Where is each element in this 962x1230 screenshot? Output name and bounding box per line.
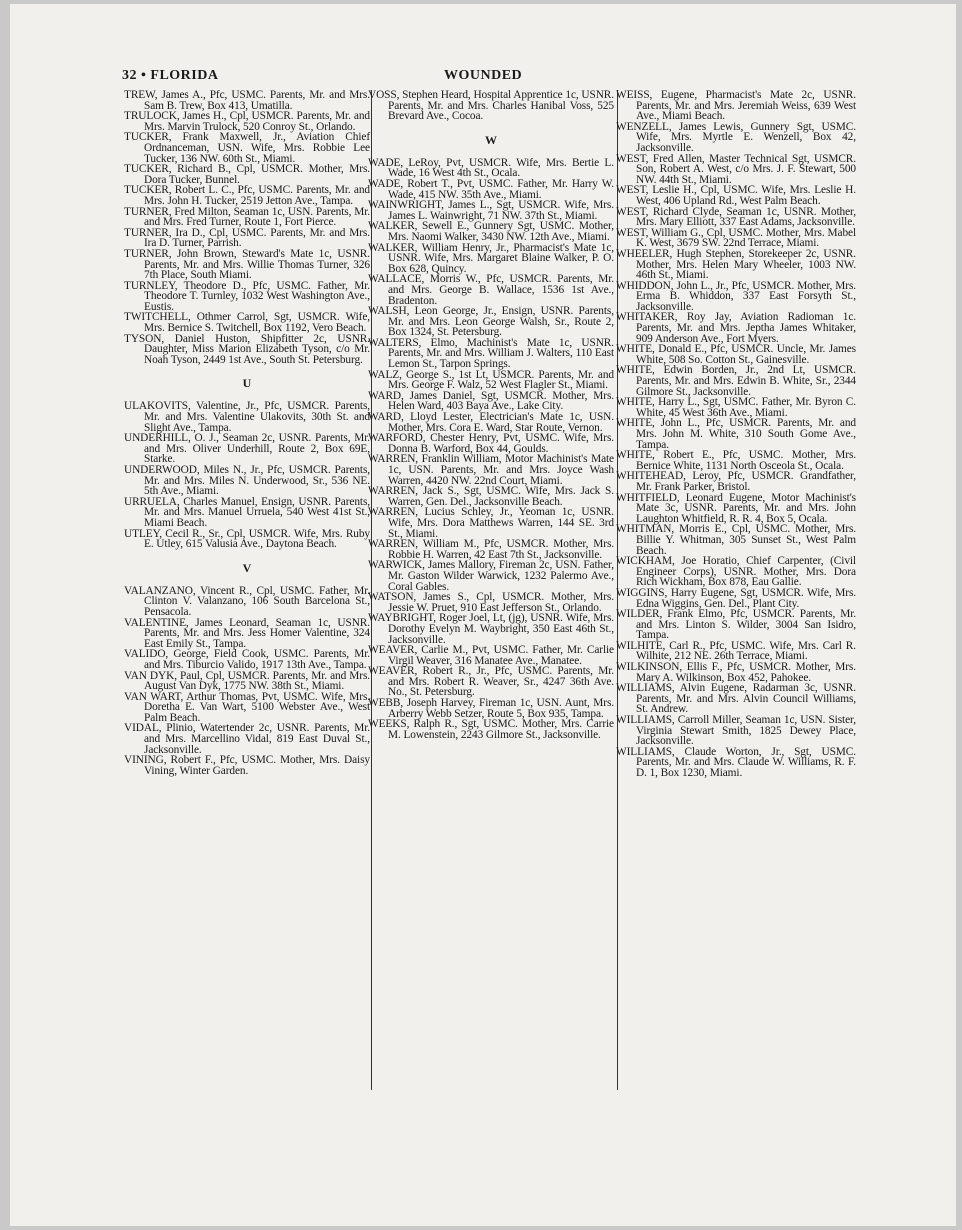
casualty-entry: WILKINSON, Ellis F., Pfc, USMCR. Mother, Mrs. Mary A. Wilkinson, Box 452, Pahokee. bbox=[616, 661, 856, 684]
column-1 bbox=[124, 90, 370, 776]
casualty-entry: TUCKER, Frank Maxwell, Jr., Aviation Chief Ordnanceman, USN. Wife, Mrs. Robbie Lee Tucker, 136 NW. 60th St., Miami. bbox=[124, 131, 370, 165]
casualty-entry: WALLACE, Morris W., Pfc, USMCR. Parents, Mr. and Mrs. George B. Wallace, 1536 1st Ave., Bradenton. bbox=[368, 273, 614, 307]
casualty-entry: WEST, Richard Clyde, Seaman 1c, USNR. Mother, Mrs. Mary Elliott, 337 East Adams, Jacksonville. bbox=[616, 205, 856, 229]
state-name: FLORIDA bbox=[150, 68, 219, 83]
casualty-entry: UNDERHILL, O. J., Seaman 2c, USNR. Parents, Mr. and Mrs. Oliver Underhill, Route 2, Box 69E, Starke. bbox=[124, 432, 370, 466]
casualty-entry: VAN DYK, Paul, Cpl, USMCR. Parents, Mr. and Mrs. August Van Dyk, 1775 NW. 38th St., Miami. bbox=[124, 669, 370, 693]
casualty-entry: WICKHAM, Joe Horatio, Chief Carpenter, (Civil Engineer Corps), USNR. Mother, Mrs. Dora Rich Wickham, Box 878, Eau Gallie. bbox=[616, 555, 856, 589]
casualty-entry: WARREN, William M., Pfc, USMCR. Mother, Mrs. Robbie H. Warren, 42 East 7th St., Jacksonville. bbox=[368, 538, 614, 561]
column-2 bbox=[368, 90, 614, 740]
casualty-entry: WIGGINS, Harry Eugene, Sgt, USMCR. Wife, Mrs. Edna Wiggins, Gen. Del., Plant City. bbox=[616, 586, 856, 610]
casualty-entry: TURNLEY, Theodore D., Pfc, USMC. Father, Mr. Theodore T. Turnley, 1032 West Washington Ave., Eustis. bbox=[124, 279, 370, 313]
casualty-entry: WHITFIELD, Leonard Eugene, Motor Machinist's Mate 3c, USNR. Parents, Mr. and Mrs. John Laughton Whitfield, R. R. 4, Box 5, Ocala. bbox=[616, 491, 856, 525]
column-3 bbox=[616, 90, 856, 779]
casualty-entry: WARD, James Daniel, Sgt, USMCR. Mother, Mrs. Helen Ward, 403 Baya Ave., Lake City. bbox=[368, 389, 614, 413]
casualty-entry: TWITCHELL, Othmer Carrol, Sgt, USMCR. Wife, Mrs. Bernice S. Twitchell, Box 1192, Vero Beach. bbox=[124, 311, 370, 335]
casualty-entry: URRUELA, Charles Manuel, Ensign, USNR. Parents, Mr. and Mrs. Manuel Urruela, 540 West 41st St., Miami Beach. bbox=[124, 495, 370, 529]
casualty-entry: WHEELER, Hugh Stephen, Storekeeper 2c, USNR. Mother, Mrs. Helen Mary Wheeler, 1003 NW. 46th St., Miami. bbox=[616, 247, 856, 282]
casualty-entry: TUCKER, Robert L. C., Pfc, USMC. Parents, Mr. and Mrs. John H. Tucker, 2519 Jetton Ave., Tampa. bbox=[124, 184, 370, 207]
casualty-entry: WEEKS, Ralph R., Sgt, USMC. Mother, Mrs. Carrie M. Lowenstein, 2243 Gilmore St., Jacksonville. bbox=[368, 718, 614, 741]
page-number-line bbox=[122, 68, 218, 84]
casualty-entry: WHITMAN, Morris E., Cpl, USMC. Mother, Mrs. Billie Y. Whitman, 305 Sunset St., West Palm Beach. bbox=[616, 523, 856, 557]
casualty-entry: WHITAKER, Roy Jay, Aviation Radioman 1c. Parents, Mr. and Mrs. Jeptha James Whitaker, 909 Anderson Ave., Fort Myers. bbox=[616, 311, 856, 345]
casualty-entry: WEISS, Eugene, Pharmacist's Mate 2c, USNR. Parents, Mr. and Mrs. Jeremiah Weiss, 639 West Ave., Miami Beach. bbox=[616, 89, 856, 123]
casualty-entry: WATSON, James S., Cpl, USMCR. Mother, Mrs. Jessie W. Pruet, 910 East Jefferson St., Orlando. bbox=[368, 591, 614, 614]
casualty-entry: WHITE, John L., Pfc, USMCR. Parents, Mr. and Mrs. John M. White, 310 South Gome Ave., Tampa. bbox=[616, 417, 856, 451]
casualty-entry: WARFORD, Chester Henry, Pvt, USMC. Wife, Mrs. Donna B. Warford, Box 44, Goulds. bbox=[368, 432, 614, 455]
casualty-entry: UNDERWOOD, Miles N., Jr., Pfc, USMCR. Parents, Mr. and Mrs. Miles N. Underwood, Sr., 536 NE. 5th Ave., Miami. bbox=[124, 464, 370, 498]
casualty-entry: TURNER, Fred Milton, Seaman 1c, USN. Parents, Mr. and Mrs. Fred Turner, Route 1, Fort Pierce. bbox=[124, 205, 370, 229]
casualty-entry: VALENTINE, James Leonard, Seaman 1c, USNR. Parents, Mr. and Mrs. Jess Homer Valentine, 324 East Emily St., Tampa. bbox=[124, 616, 370, 650]
page-number: 32 bbox=[122, 68, 137, 83]
casualty-entry: WALKER, Sewell E., Gunnery Sgt, USMC. Mother, Mrs. Naomi Walker, 3430 NW. 12th Ave., Miami. bbox=[368, 220, 614, 243]
casualty-entry: WHITE, Robert E., Pfc, USMC. Mother, Mrs. Bernice White, 1131 North Osceola St., Ocala. bbox=[616, 449, 856, 472]
casualty-entry: WEBB, Joseph Harvey, Fireman 1c, USN. Aunt, Mrs. Arberry Webb Setzer, Route 5, Box 935, Tampa. bbox=[368, 697, 614, 720]
casualty-entry: TRULOCK, James H., Cpl, USMCR. Parents, Mr. and Mrs. Marvin Trulock, 520 Conroy St., Orlando. bbox=[124, 110, 370, 133]
document-page bbox=[10, 4, 956, 1226]
casualty-entry: WAYBRIGHT, Roger Joel, Lt, (jg), USNR. Wife, Mrs. Dorothy Evelyn M. Waybright, 350 East 46th St., Jacksonville. bbox=[368, 612, 614, 646]
casualty-entry: TURNER, John Brown, Steward's Mate 1c, USNR. Parents, Mr. and Mrs. Willie Thomas Turner, 326 7th Place, South Miami. bbox=[124, 247, 370, 282]
casualty-entry: TREW, James A., Pfc, USMC. Parents, Mr. and Mrs. Sam B. Trew, Box 413, Umatilla. bbox=[124, 89, 370, 112]
page-header bbox=[10, 68, 956, 88]
casualty-entry: WHITE, Harry L., Sgt, USMC. Father, Mr. Byron C. White, 45 West 36th Ave., Miami. bbox=[616, 396, 856, 419]
casualty-entry: WILHITE, Carl R., Pfc, USMC. Wife, Mrs. Carl R. Wilhite, 212 NE. 26th Terrace, Miami. bbox=[616, 639, 856, 663]
casualty-entry: WEST, William G., Cpl, USMC. Mother, Mrs. Mabel K. West, 3679 SW. 22nd Terrace, Miami. bbox=[616, 226, 856, 250]
casualty-entry: WALZ, George S., 1st Lt, USMCR. Parents, Mr. and Mrs. George F. Walz, 52 West Flagler St., Miami. bbox=[368, 368, 614, 392]
casualty-entry: ULAKOVITS, Valentine, Jr., Pfc, USMCR. Parents, Mr. and Mrs. Valentine Ulakovits, 30th St. and Slight Ave., Tampa. bbox=[124, 400, 370, 434]
casualty-entry: WHITE, Edwin Borden, Jr., 2nd Lt, USMCR. Parents, Mr. and Mrs. Edwin B. White, Sr., 2344 Gilmore St., Jacksonville. bbox=[616, 364, 856, 398]
casualty-entry: WALTERS, Elmo, Machinist's Mate 1c, USNR. Parents, Mr. and Mrs. William J. Walters, 110 East Lemon St., Tarpon Springs. bbox=[368, 336, 614, 371]
casualty-entry: VINING, Robert F., Pfc, USMC. Mother, Mrs. Daisy Vining, Winter Garden. bbox=[124, 754, 370, 777]
casualty-entry: WADE, Robert T., Pvt, USMC. Father, Mr. Harry W. Wade, 415 NW. 35th Ave., Miami. bbox=[368, 177, 614, 201]
casualty-entry: WARWICK, James Mallory, Fireman 2c, USN. Father, Mr. Gaston Wilder Warwick, 1232 Palermo Ave., Coral Gables. bbox=[368, 559, 614, 593]
page-title: WOUNDED bbox=[444, 68, 523, 83]
casualty-entry: WENZELL, James Lewis, Gunnery Sgt, USMC. Wife, Mrs. Myrtle E. Wenzell, Box 42, Jacksonville. bbox=[616, 120, 856, 154]
casualty-entry: WARD, Lloyd Lester, Electrician's Mate 1c, USN. Mother, Mrs. Cora E. Ward, Star Route, Vernon. bbox=[368, 411, 614, 434]
section-letter: W bbox=[485, 132, 497, 147]
casualty-entry: VALIDO, George, Field Cook, USMC. Parents, Mr. and Mrs. Tiburcio Valido, 1917 13th Ave., Tampa. bbox=[124, 648, 370, 671]
casualty-entry: TYSON, Daniel Huston, Shipfitter 2c, USNR. Daughter, Miss Marion Elizabeth Tyson, c/o Mr. Noah Tyson, 2449 1st Ave., South St. Petersburg. bbox=[124, 332, 370, 366]
casualty-entry: WEST, Fred Allen, Master Technical Sgt, USMCR. Son, Robert A. West, c/o Mrs. J. F. Stewart, 500 NW. 44th St., Miami. bbox=[616, 152, 856, 186]
casualty-entry: WADE, LeRoy, Pvt, USMCR. Wife, Mrs. Bertie L. Wade, 16 West 4th St., Ocala. bbox=[368, 156, 614, 180]
casualty-entry: WILDER, Frank Elmo, Pfc, USMCR. Parents, Mr. and Mrs. Linton S. Wilder, 3004 San Isidro, Tampa. bbox=[616, 608, 856, 642]
casualty-entry: WHIDDON, John L., Jr., Pfc, USMCR. Mother, Mrs. Erma B. Whiddon, 337 East Forsyth St., Jacksonville. bbox=[616, 279, 856, 313]
casualty-entry: WHITE, Donald E., Pfc, USMCR. Uncle, Mr. James White, 508 So. Cotton St., Gainesville. bbox=[616, 343, 856, 366]
casualty-entry: WEST, Leslie H., Cpl, USMC. Wife, Mrs. Leslie H. West, 406 Upland Rd., West Palm Beach. bbox=[616, 184, 856, 207]
casualty-entry: WEAVER, Carlie M., Pvt, USMC. Father, Mr. Carlie Virgil Weaver, 316 Manatee Ave., Manatee. bbox=[368, 644, 614, 667]
casualty-entry: WARREN, Jack S., Sgt, USMC. Wife, Mrs. Jack S. Warren, Gen. Del., Jacksonville Beach. bbox=[368, 485, 614, 508]
section-letter: U bbox=[242, 376, 252, 391]
casualty-entry: VIDAL, Plinio, Watertender 2c, USNR. Parents, Mr. and Mrs. Marcellino Vidal, 819 East Duval St., Jacksonville. bbox=[124, 722, 370, 756]
casualty-entry: VALANZANO, Vincent R., Cpl, USMC. Father, Mr. Clinton V. Valanzano, 106 South Barcelona St., Pensacola. bbox=[124, 584, 370, 618]
bullet: • bbox=[141, 68, 147, 83]
casualty-entry: WARREN, Lucius Schley, Jr., Yeoman 1c, USNR. Wife, Mrs. Dora Matthews Warren, 144 SE. 3rd St., Miami. bbox=[368, 506, 614, 540]
casualty-entry: WEAVER, Robert R., Jr., Pfc, USMC. Parents, Mr. and Mrs. Robert R. Weaver, Sr., 4247 36th Ave. No., St. Petersburg. bbox=[368, 665, 614, 699]
casualty-entry: TUCKER, Richard B., Cpl, USMCR. Mother, Mrs. Dora Tucker, Bunnel. bbox=[124, 163, 370, 186]
casualty-entry: UTLEY, Cecil R., Sr., Cpl, USMCR. Wife, Mrs. Ruby E. Utley, 615 Valusia Ave., Daytona Beach. bbox=[124, 527, 370, 551]
casualty-entry: WILLIAMS, Carroll Miller, Seaman 1c, USN. Sister, Virginia Stewart Smith, 1825 Dewey Place, Jacksonville. bbox=[616, 714, 856, 748]
casualty-entry: TURNER, Ira D., Cpl, USMC. Parents, Mr. and Mrs. Ira D. Turner, Parrish. bbox=[124, 226, 370, 250]
casualty-entry: WILLIAMS, Claude Worton, Jr., Sgt, USMC. Parents, Mr. and Mrs. Claude W. Williams, R. F. D. 1, Box 1230, Miami. bbox=[616, 745, 856, 779]
section-letter: V bbox=[242, 560, 252, 575]
casualty-entry: WHITEHEAD, Leroy, Pfc, USMCR. Grandfather, Mr. Frank Parker, Bristol. bbox=[616, 470, 856, 493]
casualty-entry: WAINWRIGHT, James L., Sgt, USMCR. Wife, Mrs. James L. Wainwright, 71 NW. 37th St., Miami. bbox=[368, 199, 614, 222]
casualty-entry: WILLIAMS, Alvin Eugene, Radarman 3c, USNR. Parents, Mr. and Mrs. Alvin Council Williams, St. Andrew. bbox=[616, 682, 856, 716]
casualty-entry: WARREN, Franklin William, Motor Machinist's Mate 1c, USN. Parents, Mr. and Mrs. Joyce Wash Warren, 4420 NW. 22nd Court, Miami. bbox=[368, 453, 614, 487]
casualty-entry: WALKER, William Henry, Jr., Pharmacist's Mate 1c, USNR. Wife, Mrs. Margaret Blaine Walker, P. O. Box 628, Quincy. bbox=[368, 241, 614, 275]
casualty-entry: WALSH, Leon George, Jr., Ensign, USNR. Parents, Mr. and Mrs. Leon George Walsh, Sr., Route 2, Box 1324, St. Petersburg. bbox=[368, 305, 614, 339]
casualty-entry: VAN WART, Arthur Thomas, Pvt, USMC. Wife, Mrs. Doretha E. Van Wart, 5100 Webster Ave., West Palm Beach. bbox=[124, 690, 370, 724]
casualty-entry: VOSS, Stephen Heard, Hospital Apprentice 1c, USNR. Parents, Mr. and Mrs. Charles Hanibal Voss, 525 Brevard Ave., Cocoa. bbox=[368, 89, 614, 123]
